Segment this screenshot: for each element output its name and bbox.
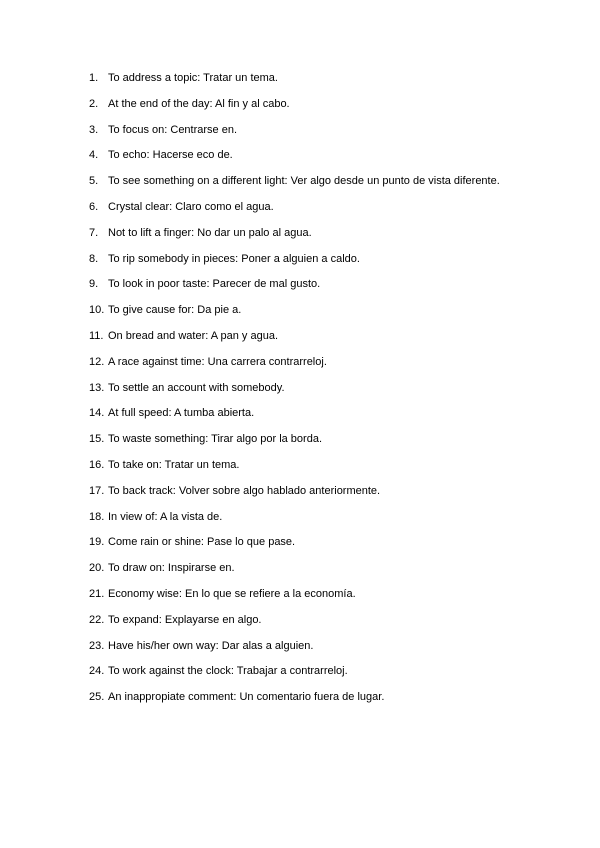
list-item <box>89 483 589 509</box>
item-text: To take on: Tratar un tema. <box>108 458 240 471</box>
item-number: 15. <box>89 433 105 446</box>
list-item <box>89 199 589 225</box>
list-item <box>89 457 589 483</box>
list-item <box>89 380 589 406</box>
item-number: 13. <box>89 381 105 394</box>
list-item <box>89 328 589 354</box>
item-text: Economy wise: En lo que se refiere a la economía. <box>108 587 356 600</box>
item-number: 8. <box>89 252 99 265</box>
item-number: 19. <box>89 536 105 549</box>
item-number: 14. <box>89 407 105 420</box>
item-text: To focus on: Centrarse en. <box>108 123 238 136</box>
item-text: To address a topic: Tratar un tema. <box>108 72 278 84</box>
item-text: In view of: A la vista de. <box>108 510 223 523</box>
list-item <box>89 586 589 612</box>
list-item <box>89 70 589 96</box>
item-number: 3. <box>89 123 99 136</box>
item-text: To work against the clock: Trabajar a contrarreloj. <box>108 665 348 678</box>
item-number: 11. <box>89 329 104 342</box>
item-text: To look in poor taste: Parecer de mal gusto. <box>108 278 321 291</box>
item-text: An inappropiate comment: Un comentario fuera de lugar. <box>108 691 385 704</box>
item-number: 10. <box>89 304 105 317</box>
item-number: 5. <box>89 175 99 188</box>
item-number: 20. <box>89 562 105 575</box>
list-item <box>89 560 589 586</box>
item-number: 9. <box>89 278 99 291</box>
item-number: 4. <box>89 149 99 162</box>
list-item <box>89 689 589 715</box>
list-item <box>89 122 589 148</box>
list-item <box>89 431 589 457</box>
list-item <box>89 638 589 664</box>
item-number: 18. <box>89 510 105 523</box>
item-number: 6. <box>89 200 99 213</box>
item-number: 21. <box>89 587 105 600</box>
item-text: Have his/her own way: Dar alas a alguien. <box>108 639 314 652</box>
expression-list <box>89 70 589 715</box>
item-text: To echo: Hacerse eco de. <box>108 149 233 162</box>
item-number: 12. <box>89 355 105 368</box>
list-item <box>89 354 589 380</box>
item-number: 25. <box>89 691 105 704</box>
item-number: 7. <box>89 226 99 239</box>
item-text: At the end of the day: Al fin y al cabo. <box>108 97 290 110</box>
list-item <box>89 276 589 302</box>
item-number: 22. <box>89 613 105 626</box>
item-text: Not to lift a finger: No dar un palo al agua. <box>108 226 312 239</box>
list-item <box>89 173 589 199</box>
list-item <box>89 612 589 638</box>
list-item <box>89 663 589 689</box>
list-item <box>89 147 589 173</box>
item-text: To waste something: Tirar algo por la borda. <box>108 433 323 446</box>
list-item <box>89 96 589 122</box>
item-text: To rip somebody in pieces: Poner a alguien a caldo. <box>108 252 360 265</box>
item-text: At full speed: A tumba abierta. <box>108 407 255 420</box>
list-item <box>89 509 589 535</box>
item-text: A race against time: Una carrera contrarreloj. <box>108 355 327 368</box>
item-text: Crystal clear: Claro como el agua. <box>108 200 274 213</box>
list-item <box>89 534 589 560</box>
item-text: Come rain or shine: Pase lo que pase. <box>108 536 296 549</box>
item-text: To draw on: Inspirarse en. <box>108 562 235 575</box>
list-item <box>89 405 589 431</box>
item-number: 16. <box>89 458 105 471</box>
item-text: To back track: Volver sobre algo hablado anteriormente. <box>108 484 381 497</box>
item-number: 2. <box>89 97 99 110</box>
item-number: 1. <box>89 72 99 84</box>
list-item <box>89 225 589 251</box>
item-text: On bread and water: A pan y agua. <box>108 329 279 342</box>
list-item <box>89 251 589 277</box>
item-number: 23. <box>89 639 105 652</box>
item-text: To settle an account with somebody. <box>108 381 285 394</box>
item-text: To expand: Explayarse en algo. <box>108 613 262 626</box>
item-number: 24. <box>89 665 105 678</box>
item-text: To see something on a different light: Ver algo desde un punto de vista diferente. <box>108 175 500 188</box>
item-text: To give cause for: Da pie a. <box>108 304 242 317</box>
item-number: 17. <box>89 484 105 497</box>
list-item <box>89 302 589 328</box>
